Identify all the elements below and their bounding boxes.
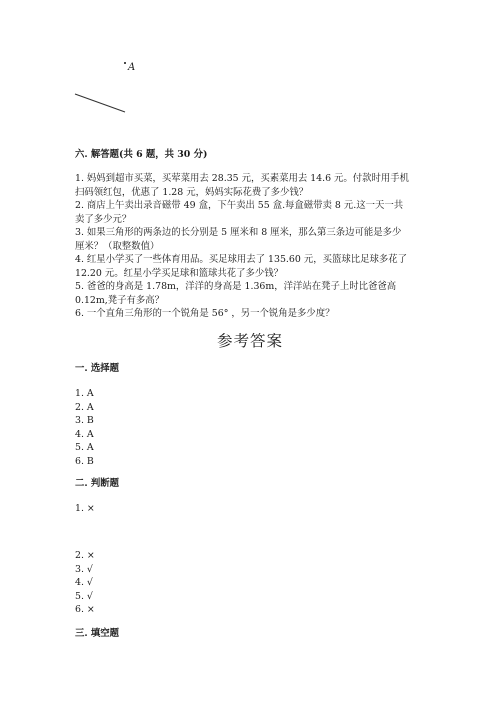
- answers-section3-heading: 三. 填空题: [75, 628, 120, 639]
- answer-item: 5. A: [75, 442, 94, 453]
- answer-item: 1. ×: [75, 503, 95, 514]
- answers-section2-heading: 二. 判断题: [75, 478, 120, 489]
- question-5-line2: 0.12m,凳子有多高？: [75, 294, 164, 306]
- section6-heading: 六. 解答题(共 6 题，共 30 分): [75, 149, 208, 160]
- question-4-line1: 4. 红星小学买了一些体育用品。买足球用去了 135.60 元，买篮球比足球多花了: [75, 254, 407, 265]
- line-segment: [70, 86, 130, 116]
- answers-title: 参考答案: [216, 332, 283, 350]
- question-5-line1: 5. 爸爸的身高是 1.78m，洋洋的身高是 1.36m，洋洋站在凳子上时比爸爸高: [75, 281, 397, 292]
- question-1-line1: 1. 妈妈到超市买菜，买荤菜用去 28.35 元，买素菜用去 14.6 元。付款时用手机: [75, 173, 410, 184]
- question-2-line1: 2. 商店上午卖出录音磁带 49 盒，下午卖出 55 盒.每盒磁带卖 8 元.这一天一共: [75, 200, 404, 211]
- answer-item: 4. √: [75, 577, 93, 588]
- question-2-line2: 卖了多少元？: [75, 213, 132, 225]
- answers-section1-heading: 一. 选择题: [75, 363, 120, 374]
- question-6: 6. 一个直角三角形的一个锐角是 56° ，另一个锐角是多少度？: [75, 308, 335, 319]
- answer-item: 6. B: [75, 455, 94, 467]
- question-3-line2: 厘米？（取整数值）: [75, 240, 160, 252]
- answer-item: 2. A: [75, 401, 94, 413]
- point-dot: [124, 62, 126, 64]
- point-label: A: [128, 62, 136, 73]
- answer-item: 3. B: [75, 415, 94, 426]
- question-4-line2: 12.20 元。红星小学买足球和篮球共花了多少钱？: [75, 267, 283, 279]
- answer-item: 4. A: [75, 428, 94, 440]
- answer-item: 2. ×: [75, 550, 95, 561]
- answer-item: 3. √: [75, 563, 93, 575]
- question-3-line1: 3. 如果三角形的两条边的长分别是 5 厘米和 8 厘米，那么第三条边可能是多少: [75, 227, 402, 238]
- answer-item: 6. ×: [75, 604, 95, 615]
- answer-item: 5. √: [75, 590, 93, 602]
- question-1-line2: 扫码领红包，优惠了 1.28 元，妈妈实际花费了多少钱？: [75, 186, 309, 198]
- answer-item: 1. A: [75, 388, 94, 399]
